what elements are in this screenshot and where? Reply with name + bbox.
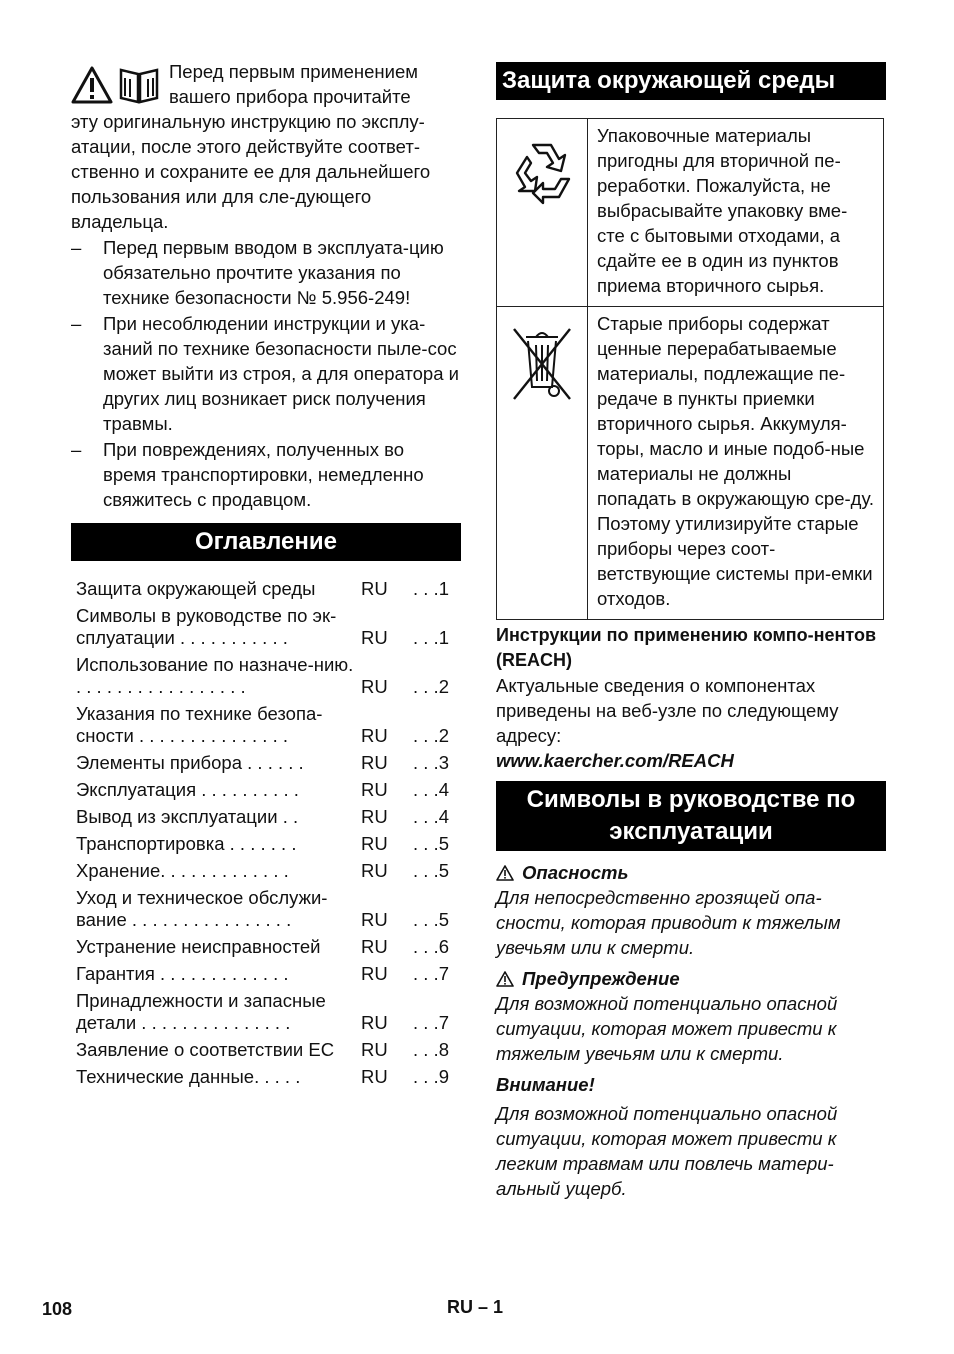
intro-item-text: При несоблюдении инструкции и ука-заний по технике безопасности пыле-сос может выйти из строя, а для оператора и других лиц возникает риск получения травмы. [103, 313, 459, 434]
right-column [496, 62, 886, 1201]
caution-label: Внимание! [496, 1074, 595, 1095]
toc-title: Защита окружающей среды [76, 578, 316, 599]
intro-list-item [71, 235, 461, 310]
danger-label: Опасность [522, 862, 629, 883]
toc-page: . . .5 [413, 909, 449, 930]
toc-lang: RU [361, 578, 388, 599]
list-dash: – [71, 313, 82, 334]
toc-lang: RU [361, 806, 388, 827]
warning-label-row [496, 966, 886, 991]
environment-text: Старые приборы содержат ценные перерабатываемые материалы, подлежащие пе-редаче в пункты приемки вторичного сырья. Аккумуля-торы, масло и иные подоб-ные материалы не должны попадать в окружающую сре-ду. Поэтому утилизируйте старые приборы через соот-ветствующие системы при-емки отходов. [588, 307, 884, 620]
crossed-bin-icon [510, 325, 574, 403]
intro-item-text: Перед первым вводом в эксплуата-цию обязательно прочтите указания по технике безопасности № 5.956-249! [103, 237, 444, 308]
environment-icon-cell [497, 119, 588, 307]
toc-title: Символы в руководстве по эк-сплуатации . . . . . . . . . . . [76, 605, 337, 648]
toc-title: Уход и техническое обслужи-вание . . . . . . . . . . . . . . . . [76, 887, 328, 930]
reach-url-link[interactable]: www.kaercher.com/REACH [496, 750, 734, 771]
toc-title: Указания по технике безопа-сности . . . . . . . . . . . . . . . [76, 703, 323, 746]
toc-row[interactable] [71, 573, 457, 600]
toc-page: . . .7 [413, 1012, 449, 1033]
intro-icons [71, 66, 161, 109]
toc-page: . . .3 [413, 752, 449, 773]
toc-title: Технические данные. . . . . [76, 1066, 301, 1087]
danger-label-row [496, 860, 886, 885]
toc-lang: RU [361, 833, 388, 854]
warning-triangle-icon [496, 865, 514, 881]
toc-page: . . .7 [413, 963, 449, 984]
reach-text: Актуальные сведения о компонентах приведены на веб-узле по следующему адресу: [496, 675, 839, 746]
toc-row[interactable] [71, 801, 457, 828]
toc-title: Вывод из эксплуатации . . [76, 806, 299, 827]
toc-lang: RU [361, 1012, 388, 1033]
symbols-heading: Символы в руководстве по эксплуатации [496, 781, 886, 851]
intro-text: эту оригинальную инструкцию по эксплу-атации, после этого действуйте соответ-ственно и сохраните ее для дальнейшего пользования или для сле-дующего владельца. [71, 111, 431, 232]
toc-row[interactable] [71, 774, 457, 801]
toc-page: . . .1 [413, 627, 449, 648]
manual-book-icon [117, 66, 161, 104]
toc-row[interactable] [71, 747, 457, 774]
toc-title: Устранение неисправностей [76, 936, 321, 957]
toc-page: . . .5 [413, 860, 449, 881]
toc-title: Гарантия . . . . . . . . . . . . . [76, 963, 289, 984]
page-section-label: RU – 1 [447, 1297, 504, 1317]
toc-page: . . .4 [413, 779, 449, 800]
toc-title: Хранение. . . . . . . . . . . . . [76, 860, 289, 881]
toc-page: . . .9 [413, 1066, 449, 1087]
reach-heading: Инструкции по применению компо-нентов (REACH) [496, 625, 877, 670]
toc-row[interactable] [71, 1034, 457, 1061]
toc-lang: RU [361, 752, 388, 773]
warning-label: Предупреждение [522, 968, 680, 989]
toc-page: . . .1 [413, 578, 449, 599]
toc-lang: RU [361, 627, 388, 648]
toc-row[interactable] [71, 882, 457, 931]
intro-line-2: вашего прибора прочитайте [169, 86, 411, 107]
intro-list-item [71, 437, 461, 512]
toc-page: . . .2 [413, 725, 449, 746]
toc-lang: RU [361, 1039, 388, 1060]
toc-title: Использование по назначе-нию. . . . . . . . . . . . . . . . . . [76, 654, 354, 697]
toc-heading: Оглавление [71, 523, 461, 561]
toc-page: . . .5 [413, 833, 449, 854]
environment-table [496, 118, 884, 620]
toc-page: . . .4 [413, 806, 449, 827]
toc-title: Эксплуатация . . . . . . . . . . [76, 779, 299, 800]
toc-row[interactable] [71, 828, 457, 855]
environment-icon-cell [497, 307, 588, 620]
toc-row[interactable] [71, 985, 457, 1034]
caution-text: Для возможной потенциально опасной ситуации, которая может привести к легким травмам или повлечь матери-альный ущерб. [496, 1103, 838, 1199]
toc-title: Принадлежности и запасные детали . . . . . . . . . . . . . . . [76, 990, 326, 1033]
toc-lang: RU [361, 676, 388, 697]
toc-lang: RU [361, 860, 388, 881]
intro-line-1: Перед первым применением [169, 61, 418, 82]
toc-lang: RU [361, 779, 388, 800]
toc-lang: RU [361, 1066, 388, 1087]
warning-triangle-icon [496, 971, 514, 987]
toc-lang: RU [361, 963, 388, 984]
toc-row[interactable] [71, 649, 457, 698]
intro-item-text: При повреждениях, полученных во время транспортировки, немедленно свяжитесь с продавцом. [103, 439, 424, 510]
toc-title: Элементы прибора . . . . . . [76, 752, 304, 773]
environment-row [497, 307, 884, 620]
environment-row [497, 119, 884, 307]
list-dash: – [71, 237, 82, 258]
toc-page: . . .8 [413, 1039, 449, 1060]
toc-row[interactable] [71, 855, 457, 882]
page-number: 108 [42, 1299, 73, 1319]
toc-page: . . .2 [413, 676, 449, 697]
toc-row[interactable] [71, 1061, 457, 1088]
toc-lang: RU [361, 936, 388, 957]
toc-row[interactable] [71, 958, 457, 985]
intro-list-item [71, 311, 461, 436]
toc-title: Транспортировка . . . . . . . [76, 833, 297, 854]
toc-row[interactable] [71, 698, 457, 747]
toc-row[interactable] [71, 600, 457, 649]
list-dash: – [71, 439, 82, 460]
toc-lang: RU [361, 909, 388, 930]
recycle-icon [505, 137, 579, 213]
toc-table [71, 573, 457, 1088]
warning-text: Для возможной потенциально опасной ситуации, которая может привести к тяжелым увечьям или к смерти. [496, 993, 838, 1064]
intro-first-block [71, 58, 461, 109]
toc-page: . . .6 [413, 936, 449, 957]
environment-heading: Защита окружающей среды [496, 62, 886, 100]
left-column [71, 58, 461, 1088]
toc-lang: RU [361, 725, 388, 746]
toc-title: Заявление о соответствии ЕС [76, 1039, 335, 1060]
environment-text: Упаковочные материалы пригодны для вторичной пе-реработки. Пожалуйста, не выбрасывайте упаковку вме-сте с бытовыми отходами, а сдайте ее в один из пунктов приема вторичного сырья. [588, 119, 884, 307]
danger-text: Для непосредственно грозящей опа-сности, которая приводит к тяжелым увечьям или к смерти. [496, 887, 841, 958]
toc-row[interactable] [71, 931, 457, 958]
warning-triangle-icon [71, 66, 113, 104]
